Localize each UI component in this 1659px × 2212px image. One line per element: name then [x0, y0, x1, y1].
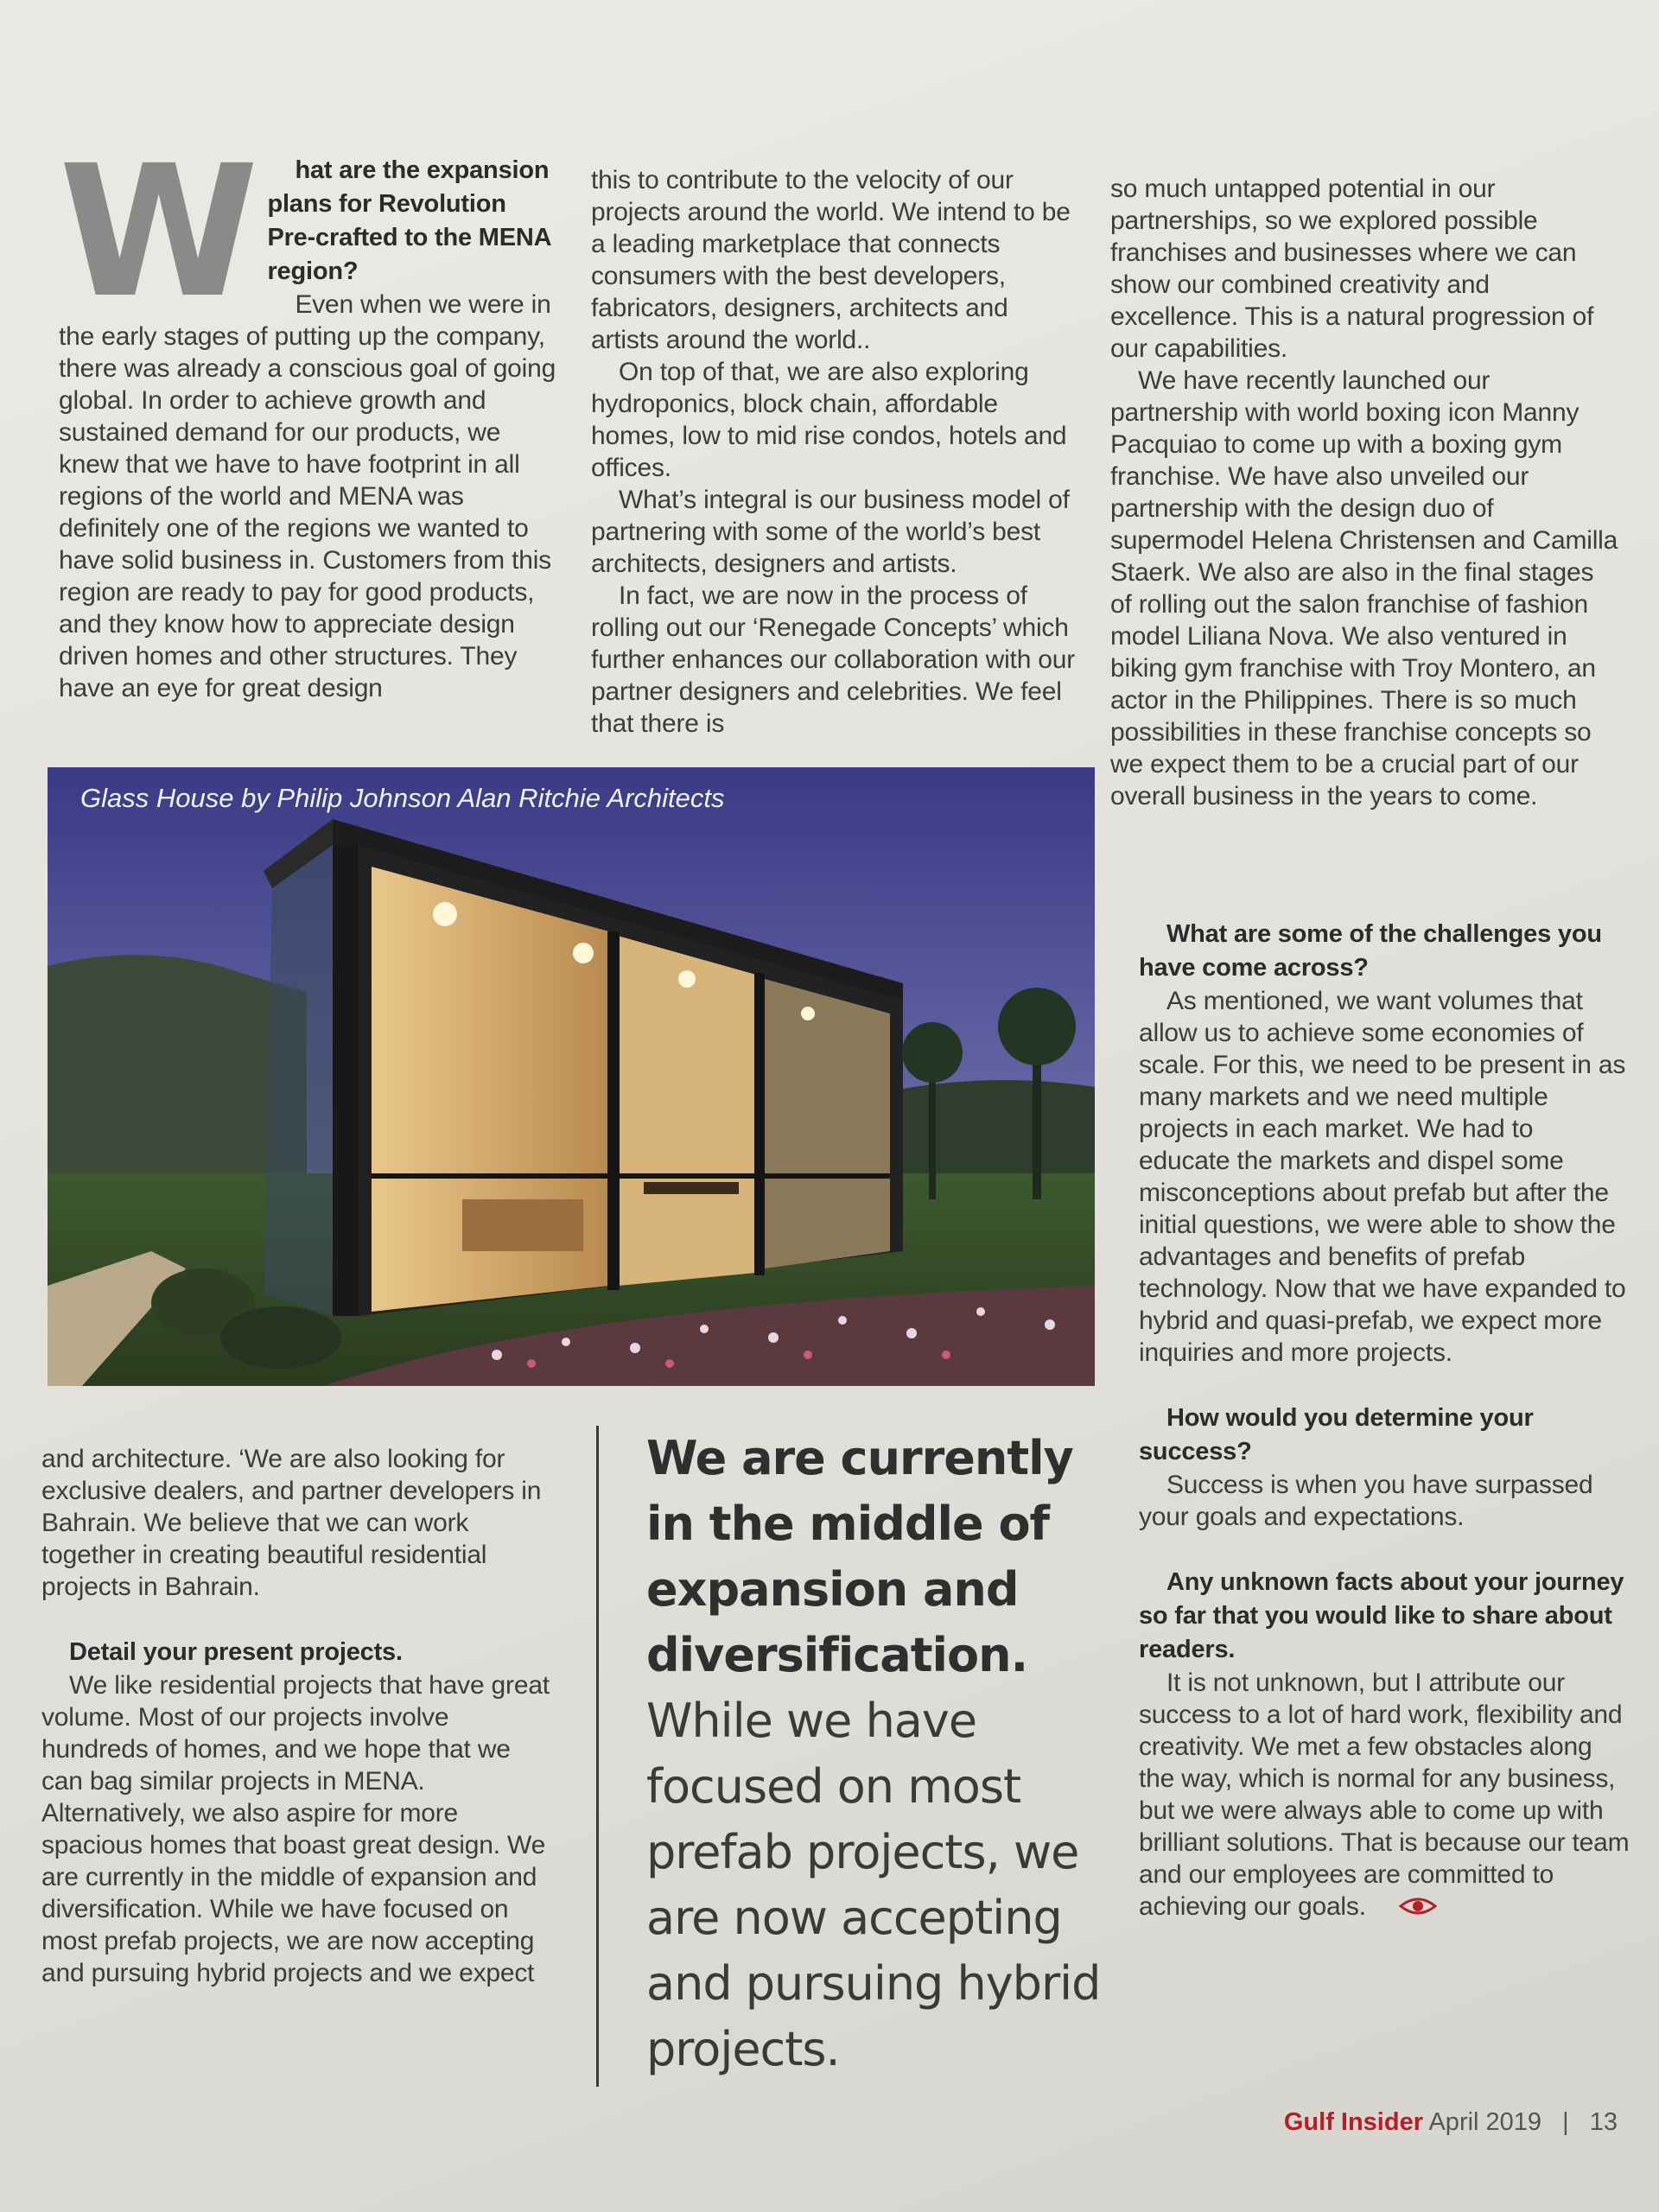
- question-challenges: What are some of the challenges you have come across?: [1139, 920, 1602, 982]
- article-column-3: [1110, 173, 1620, 812]
- article-column-4: [41, 1443, 551, 1989]
- footer-separator: |: [1562, 2108, 1569, 2136]
- paragraph-renegade-concepts: In fact, we are now in the process of rolling out our ‘Renegade Concepts’ which further enhances our collaboration with our partner designers and celebrities. We feel that there is: [591, 582, 1076, 738]
- answer-challenges: As mentioned, we want volumes that allow us to achieve some economies of scale. For this, we need to be present in as many markets and we need multiple projects in each market. We had to educate the markets and dispel some misconceptions about prefab but after the initial questions, we were able to show the advantages and benefits of prefab technology. Now that we have expanded to hybrid and quasi-prefab, we expect more inquiries and more projects.: [1139, 987, 1626, 1367]
- answer-expansion-plans: Even when we were in the early stages of putting up the company, there was already a conscious goal of going global. In order to achieve growth and sustained demand for our products, we knew that we have to have footprint in all regions of the world and MENA was definitely one of the regions we wanted to have solid business in. Customers from this region are ready to pay for good products, and they know how to appreciate design driven homes and other structures. They have an eye for great design: [59, 290, 556, 702]
- article-column-5: [1139, 918, 1630, 1924]
- glass-house-photo: [48, 767, 1095, 1386]
- question-success: How would you determine your success?: [1139, 1404, 1534, 1465]
- page-number: 13: [1589, 2108, 1618, 2136]
- answer-present-projects: We like residential projects that have great volume. Most of our projects involve hundreds of homes, and we hope that we can bag similar projects in MENA. Alternatively, we also aspire for more spacious homes that boast great design. We are currently in the middle of expansion and diversification. While we have focused on most prefab projects, we are now accepting and pursuing hybrid projects and we expect: [41, 1671, 550, 1987]
- question-unknown-facts: Any unknown facts about your journey so far that you would like to share about readers.: [1139, 1568, 1624, 1663]
- paragraph-untapped-potential: so much untapped potential in our partnerships, so we explored possible franchises and businesses where we can show our combined creativity and excellence. This is a natural progression of our capabilities.: [1110, 175, 1594, 363]
- glass-house-illustration: [48, 767, 1095, 1386]
- answer-success: Success is when you have surpassed your goals and expectations.: [1139, 1471, 1593, 1531]
- photo-caption: Glass House by Philip Johnson Alan Ritchie Architects: [80, 783, 725, 813]
- magazine-brand: Gulf Insider: [1283, 2108, 1423, 2136]
- paragraph-partnerships: We have recently launched our partnership with world boxing icon Manny Pacquiao to come up with a boxing gym franchise. We have also unveiled our partnership with the design duo of supermodel Helena Christensen and Camilla Staerk. We also are also in the final stages of rolling out the salon franchise of fashion model Liliana Nova. We also ventured in biking gym franchise with Troy Montero, an actor in the Philippines. There is so much possibilities in these franchise concepts so we expect them to be a crucial part of our overall business in the years to come.: [1110, 366, 1618, 810]
- paragraph-hydroponics: On top of that, we are also exploring hydroponics, block chain, affordable homes, low to mid rise condos, hotels and offices.: [591, 358, 1067, 482]
- paragraph-bahrain: and architecture. ‘We are also looking for exclusive dealers, and partner developers in Bahrain. We believe that we can work together in creating beautiful residential projects in Bahrain.: [41, 1445, 542, 1601]
- issue-date: April 2019: [1428, 2108, 1542, 2136]
- answer-unknown-facts-text: It is not unknown, but I attribute our success to a lot of hard work, flexibility and creativity. We met a few obstacles along the way, which is normal for any business, but we were always able to come up with brilliant solutions. That is because our team and our employees are committed to achieving our goals.: [1139, 1669, 1630, 1921]
- answer-unknown-facts: [1139, 1667, 1630, 1924]
- question-present-projects: Detail your present projects.: [69, 1638, 403, 1666]
- paragraph-velocity: this to contribute to the velocity of our projects around the world. We intend to be a leading marketplace that connects consumers with the best developers, fabricators, designers, architects and artists around the world..: [591, 166, 1071, 354]
- article-column-2: [591, 164, 1079, 740]
- drop-cap: W: [59, 126, 259, 338]
- paragraph-business-model: What’s integral is our business model of partnering with some of the world’s best architects, designers and artists.: [591, 486, 1070, 578]
- page-footer: [1284, 2108, 1618, 2137]
- pull-quote-light: While we have focused on most prefab projects, we are now accepting and pursuing hybrid projects.: [646, 1694, 1101, 2076]
- column-divider: [596, 1426, 599, 2087]
- pull-quote-bold: We are currently in the middle of expansion and diversification.: [646, 1431, 1073, 1682]
- eye-icon: [1371, 1892, 1437, 1924]
- article-column-1: [59, 126, 560, 704]
- pull-quote: [646, 1426, 1130, 2082]
- question-expansion-plans: hat are the expansion plans for Revolution Pre-crafted to the MENA region?: [267, 156, 551, 285]
